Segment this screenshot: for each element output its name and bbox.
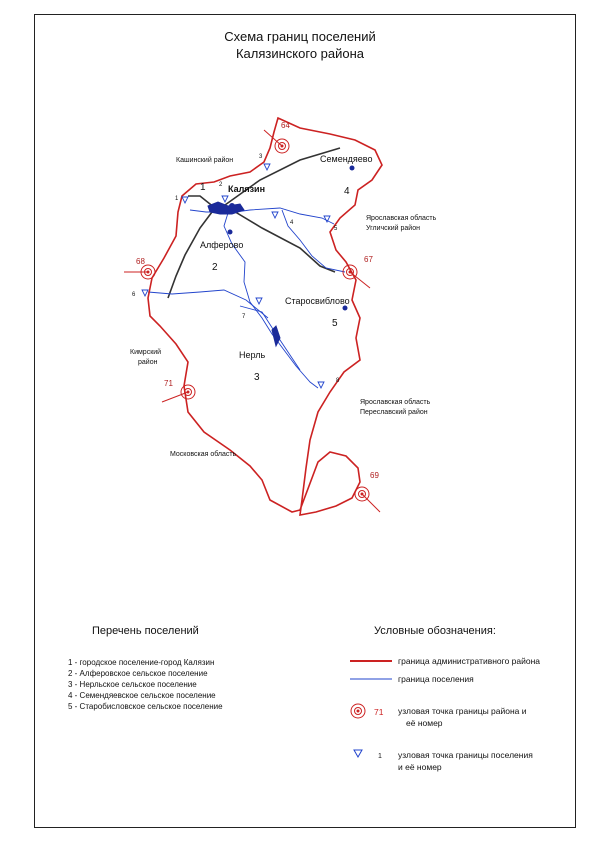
- settlement-number-2: 2: [212, 262, 218, 273]
- legend-settlement-node-sample: 1: [378, 753, 382, 760]
- settlement-number-4: 4: [344, 186, 350, 197]
- boundary-node-number-8: 8: [336, 378, 340, 384]
- town-label-nerl: Нерль: [239, 350, 266, 360]
- neighbor-kimry-1: Кимрский: [130, 349, 162, 356]
- town-dot-alferovo: [228, 230, 233, 235]
- town-dot-kalyazin: [229, 203, 235, 209]
- boundary-node-8: [318, 378, 340, 388]
- settlement-number-5: 5: [332, 318, 338, 329]
- boundary-node-2: [219, 182, 228, 202]
- legend-district-border-label: граница административного района: [398, 656, 541, 666]
- list-item: 4 - Семендяевское сельское поселение: [68, 691, 216, 700]
- legend-settlement-node-label-1: узловая точка границы поселения: [398, 750, 533, 760]
- legend-district-node-label-1: узловая точка границы района и: [398, 706, 527, 716]
- legend-district-node-label-2: её номер: [406, 718, 443, 728]
- district-node-64: [264, 121, 290, 153]
- list-item: 5 - Старобисловское сельское поселение: [68, 702, 223, 711]
- towns: [200, 154, 372, 360]
- district-node-71: [162, 379, 195, 402]
- neighbor-kashin: Кашинский район: [176, 157, 234, 164]
- district-node-number-64: 64: [281, 121, 290, 130]
- boundary-node-number-3: 3: [259, 154, 263, 160]
- boundary-node-number-7: 7: [242, 314, 246, 320]
- district-node-number-71: 71: [164, 379, 173, 388]
- roads: [168, 148, 340, 298]
- legend-district-node-icon: [351, 704, 365, 718]
- district-node-68: [124, 257, 155, 279]
- town-label-semendyaevo: Семендяево: [320, 154, 373, 164]
- neighbor-yar-peresl-1: Ярославская область: [360, 399, 431, 406]
- town-label-alferovo: Алферово: [200, 240, 244, 250]
- boundary-node-number-1: 1: [175, 196, 179, 202]
- boundary-node-number-5: 5: [334, 226, 338, 232]
- list-item: 2 - Алферовское сельское поселение: [68, 669, 208, 678]
- boundary-node-number-4: 4: [290, 220, 294, 226]
- settlement-number-1: 1: [200, 182, 206, 193]
- town-label-starosviblovo: Старосвиблово: [285, 296, 350, 306]
- town-label-kalyazin: Калязин: [228, 184, 266, 194]
- district-nodes: [124, 121, 380, 512]
- boundary-node-number-6: 6: [132, 292, 136, 298]
- neighbor-moscow: Московская область: [170, 451, 237, 458]
- legend-symbols: [346, 652, 396, 772]
- neighbor-yar-uglich-1: Ярославская область: [366, 215, 437, 222]
- map-title-line1: Схема границ поселений: [224, 29, 376, 44]
- neighbor-kimry-2: район: [138, 359, 158, 366]
- district-node-number-68: 68: [136, 257, 145, 266]
- boundary-node-number-2: 2: [219, 182, 223, 188]
- district-node-67: [343, 255, 373, 288]
- legend-settlement-node-label-2: и её номер: [398, 762, 442, 772]
- legend-boundary-node-icon: [354, 750, 362, 757]
- list-item: 3 - Нерльское сельское поселение: [68, 680, 197, 689]
- legend-settlement-border-label: граница поселения: [398, 674, 474, 684]
- settlement-number-3: 3: [254, 372, 260, 383]
- list-title: Перечень поселений: [92, 625, 199, 637]
- border-2-5: [148, 290, 268, 318]
- legend-district-node-sample: 71: [374, 707, 384, 717]
- settlements-list: [68, 657, 223, 712]
- neighbor-yar-uglich-2: Угличский район: [366, 225, 420, 232]
- map-title-line2: Калязинского района: [235, 46, 365, 61]
- legend-title: Условные обозначения:: [374, 625, 496, 637]
- town-dot-semendyaevo: [350, 166, 355, 171]
- list-item: 1 - городское поселение-город Калязин: [68, 658, 215, 667]
- neighbor-yar-peresl-2: Переславский район: [360, 409, 428, 416]
- boundary-node-4: [272, 212, 294, 226]
- border-river: [240, 306, 300, 370]
- district-node-number-67: 67: [364, 255, 373, 264]
- town-dot-starosviblovo: [343, 306, 348, 311]
- district-node-number-69: 69: [370, 471, 379, 480]
- road-west: [168, 212, 212, 298]
- boundary-node-6: [132, 290, 148, 298]
